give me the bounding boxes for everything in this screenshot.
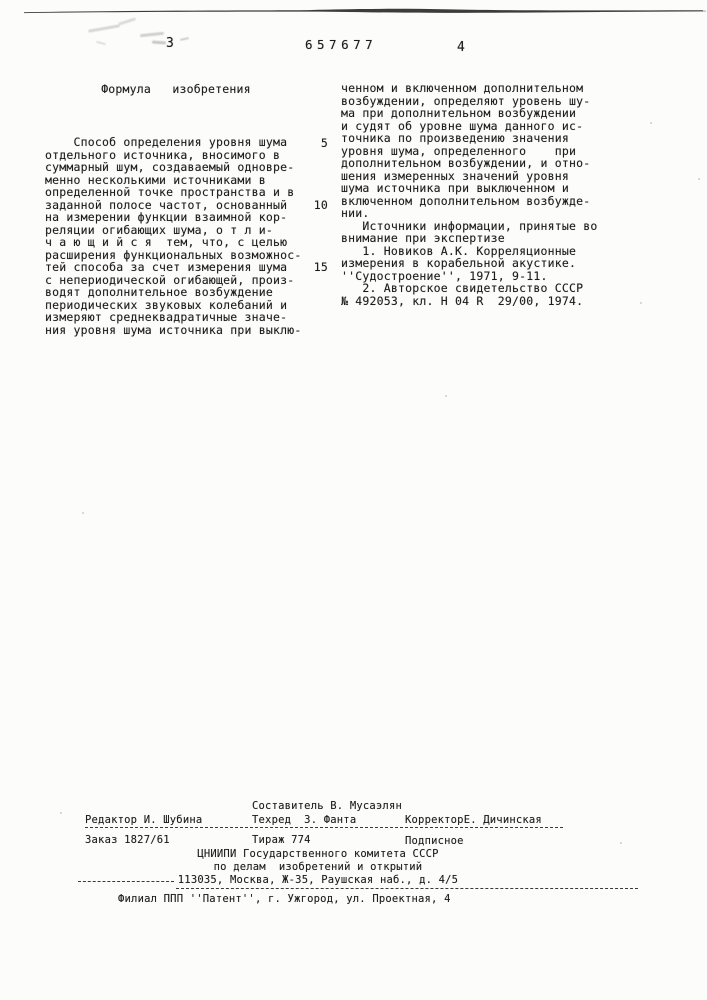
page-top-edge-line [0,0,707,22]
text-line: ния уровня шума источника при выклю- [45,322,302,337]
text-line: ''Судостроение'', 1971, 9-11. [341,268,548,283]
patent-number: 657677 [305,37,378,52]
text-line: точника по произведению значения [341,131,569,145]
paper-speck [445,395,447,397]
text-line: 2. Авторское свидетельство СССР [341,281,584,295]
page-number-right: 4 [457,40,465,55]
text-line: измерения в корабельной акустике. [341,256,577,270]
paper-speck [640,302,642,304]
text-line: на измерении функции взаимной кор- [45,210,288,224]
paper-speck [650,122,652,124]
text-line: определенной точке пространства и в [45,185,295,199]
footer-address-left-dashes [78,881,174,882]
text-line: периодических звуковых колебаний и [45,297,288,312]
text-line: тей способа за счет измерения шума [45,260,288,274]
text-line: заданной полосе частот, основанный [45,197,288,212]
text-line: и судят об уровне шума данного ис- [341,118,584,133]
footer-corrector: КорректорЕ. Дичинская [405,814,542,826]
text-line: с непериодической огибающей, произ- [45,272,295,287]
footer-editor: Редактор И. Шубина [85,814,203,826]
footer-order-number: Заказ 1827/61 [85,834,170,846]
footer-address-underline [176,888,638,889]
footer-organization-line2: по делам изобретений и открытий [213,861,423,873]
footer-branch: Филиал ППП ''Патент'', г. Ужгород, ул. Проектная, 4 [118,893,451,905]
page-number-left: 3 [166,36,174,51]
text-line: уровня шума, определенного при [341,143,577,158]
text-line: реляции огибающих шума, о т л и- [45,222,273,237]
right-column [341,57,603,332]
text-line: отдельного источника, вносимого в [45,147,281,162]
text-line: включенном дополнительном возбужде- [341,193,591,208]
text-line: Способ определения уровня шума [45,135,288,149]
right-column-text [341,82,603,307]
line-marker-5: 5 [320,136,328,150]
text-line: измеряют среднеквадратичные значе- [45,310,288,324]
smudge-mark [180,37,189,41]
text-line: ма при дополнительном возбуждении [341,106,577,120]
paper-speck [698,178,700,180]
smudge-mark [88,24,120,33]
text-line: водят дополнительное возбуждение [45,285,273,299]
text-line: Источники информации, принятые во [341,218,598,233]
smudge-mark [152,41,166,44]
paper-speck [60,812,62,814]
text-line: шения измеренных значений уровня [341,168,569,183]
text-line: 1. Новиков А.К. Корреляционные [341,243,577,258]
footer-organization-line1: ЦНИИПИ Государственного комитета СССР [197,848,439,860]
footer-subscription: Подписное [405,835,464,847]
text-line: нии. [341,206,370,220]
claims-heading: Формула изобретения [101,82,251,96]
text-line: расширения функциональных возможнос- [45,247,302,262]
text-line: менно несколькими источниками в [45,172,266,187]
left-column-text [45,136,307,336]
smudge-mark [140,32,164,37]
text-line: № 492053, кл. Н 04 R 29/00, 1974. [341,293,584,308]
text-line: ченном и включенном дополнительном [341,81,584,95]
text-line: возбуждении, определяют уровень шу- [341,93,591,108]
footer-compiler: Составитель В. Мусаэлян [252,800,402,812]
text-line: внимание при экспертизе [341,231,505,245]
smudge-mark [96,41,106,45]
text-line: ч а ю щ и й с я тем, что, с целью [45,235,288,249]
text-line: шума источника при выключенном и [341,181,569,195]
footer-techred: Техред З. Фанта [252,814,357,826]
text-line: дополнительном возбуждении, и отно- [341,156,591,170]
text-line: суммарный шум, создаваемый одновре- [45,160,295,174]
footer-rule-dashed [85,827,563,828]
paper-speck [82,512,84,514]
paper-speck [620,842,622,844]
line-marker-10: 10 [313,198,328,212]
left-column [45,58,307,361]
footer-address: 113035, Москва, Ж-35, Раушская наб., д. 4/5 [177,874,459,886]
line-marker-15: 15 [313,260,328,274]
footer-print-run: Тираж 774 [252,834,311,846]
